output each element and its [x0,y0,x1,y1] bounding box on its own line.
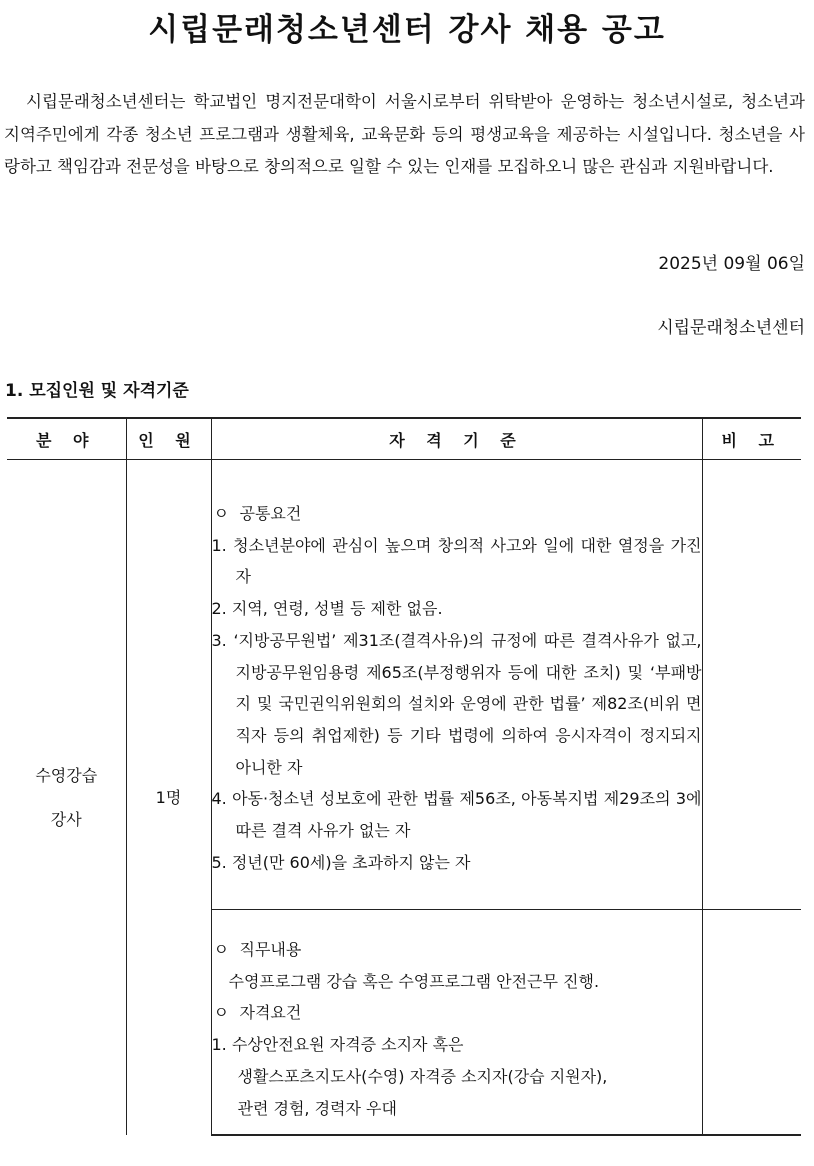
header-criteria: 자 격 기 준 [211,418,702,460]
section-heading: 1. 모집인원 및 자격기준 [5,381,189,401]
header-field: 분 야 [7,418,126,460]
qualification-line-2: 생활스포츠지도사(수영) 자격증 소지자(강습 지원자), [237,1066,608,1086]
list-item: 1. 청소년분야에 관심이 높으며 창의적 사고와 일에 대한 열정을 가진 자 [211,535,702,587]
list-item: 4. 아동·청소년 성보호에 관한 법률 제56조, 아동복지법 제29조의 3에 따른 결격 사유가 없는 자 [211,789,702,841]
cell-count: 1명 [126,460,211,1136]
common-requirement-list [212,530,702,879]
circle-bullet-icon: ㅇ [213,504,229,523]
header-count: 인 원 [126,418,211,460]
table-row [7,460,801,910]
organization-name: 시립문래청소년센터 [657,318,805,338]
qualification-title: 자격요건 [239,1003,302,1023]
qualification-heading [212,997,702,1029]
cell-note-2 [702,910,801,1136]
cell-duty-requirements [211,910,702,1136]
circle-bullet-icon: ㅇ [213,1003,229,1023]
duty-title: 직무내용 [239,940,302,959]
header-note: 비 고 [702,418,801,460]
common-heading [212,498,702,530]
announcement-date: 2025년 09월 06일 [658,254,805,274]
list-item: 5. 정년(만 60세)을 초과하지 않는 자 [211,852,471,872]
recruitment-table [7,417,801,1136]
page-title: 시립문래청소년센터 강사 채용 공고 [148,12,666,48]
qualification-item: 1. 수상안전요원 자격증 소지자 혹은 [211,1035,464,1055]
duty-heading [212,934,702,966]
circle-bullet-icon: ㅇ [213,940,229,959]
list-item: 3. ‘지방공무원법’ 제31조(결격사유)의 규정에 따른 결격사유가 없고, 지방공무원임용령 제65조(부정행위자 등에 대한 조치) 및 ‘부패방지 및 국민권익위원회의 설치와 운영에 관한 법률’ 제82조(비위 면직자 등의 취업제한) 등 기타 법령에 의하여 응시자격이 정지되지 아니한 자 [211,630,702,777]
common-title: 공통요건 [239,504,302,523]
field-line-1: 수영강습 [35,765,98,785]
cell-field [7,460,126,1136]
cell-common-requirements [211,460,702,910]
list-item: 2. 지역, 연령, 성별 등 제한 없음. [211,599,443,619]
table-header-row [7,418,801,460]
duty-description: 수영프로그램 강습 혹은 수영프로그램 안전근무 진행. [228,971,600,991]
field-line-2: 강사 [50,809,82,829]
qualification-line-3: 관련 경험, 경력자 우대 [237,1098,397,1118]
cell-note-1 [702,460,801,910]
intro-paragraph: 시립문래청소년센터는 학교법인 명지전문대학이 서울시로부터 위탁받아 운영하는 청소년시설로, 청소년과 지역주민에게 각종 청소년 프로그램과 생활체육, 교육문화 등의 평생교육을 제공하는 시설입니다. 청소년을 사랑하고 책임감과 전문성을 바탕으로 창의적으로 일할 수 있는 인재를 모집하오니 많은 관심과 지원바랍니다. [4,92,805,176]
